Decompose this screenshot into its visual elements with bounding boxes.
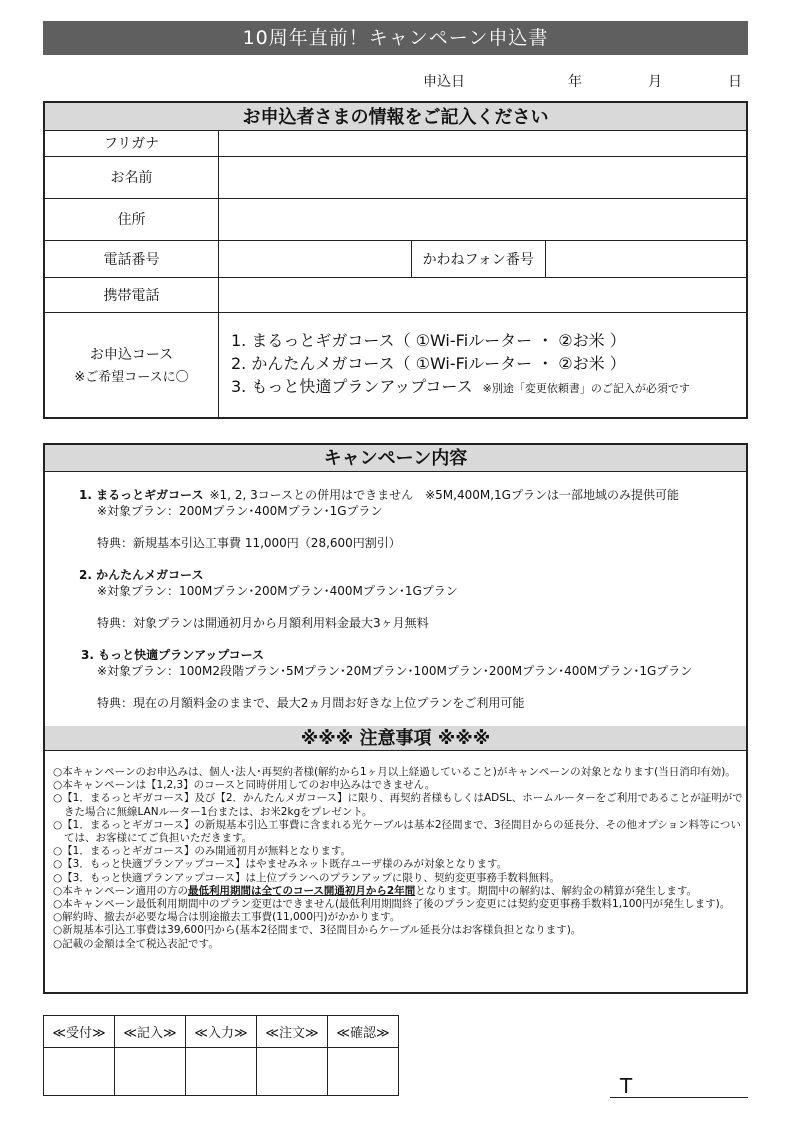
note-item: ○【3．もっと快適プランアップコース】はやませみネット既存ユーザ様のみが対象となります。 [53, 858, 508, 871]
note-item: ○記載の金額は全て税込表記です。 [53, 937, 219, 950]
course-option-3-note: ※別途「変更依頼書」のご記入が必須です [482, 382, 690, 396]
application-date-label: 申込日 [423, 74, 465, 90]
phone-field[interactable] [218, 240, 411, 277]
phone-label: 電話番号 [44, 240, 218, 277]
course-option-3-text: 3. もっと快適プランアップコース [230, 377, 473, 397]
note-item [53, 885, 743, 898]
course-option-1[interactable] [231, 329, 746, 352]
campaign-item-2-benefit: 特典：対象プランは開通初月から月額利用料金最大3ヶ月無料 [97, 616, 429, 630]
course-option-2-text: 2. かんたんメガコース（ ①Wi-Fiルーター ・ ②お米 ） [230, 354, 626, 374]
note-item: ○【3．もっと快適プランアップコース】は上位プランへのプランアップに限り、契約変更事務手数料無料。 [53, 871, 560, 884]
course-label-sub: ※ご希望コースに〇 [74, 370, 189, 386]
stamp-cell-received[interactable] [44, 1048, 115, 1096]
campaign-item-1-title [79, 486, 679, 503]
stamp-header-received: ≪受付≫ [44, 1016, 115, 1048]
campaign-item-2-title: 2. かんたんメガコース [79, 568, 204, 582]
note-item: ○本キャンペーンは【1,2,3】のコースと同時併用してのお申込みはできません。 [53, 779, 436, 792]
notes-header: ※※※ 注意事項 ※※※ [45, 726, 746, 751]
notes-list [53, 766, 743, 951]
campaign-item-1-target: ※対象プラン：200Mプラン･400Mプラン･1Gプラン [97, 504, 383, 518]
date-day-label: 日 [728, 74, 742, 90]
note-item-pre: ○本キャンペーン適用の方の [53, 884, 188, 897]
note-item: ○本キャンペーン最低利用期間中のプラン変更はできません(最低利用期間終了後のプラン変更には契約変更事務手数料1,100円が発生します)。 [53, 898, 731, 911]
note-item: ○新規基本引込工事費は39,600円から(基本2径間まで、3径間目からケーブル延長分はお客様負担となります)。 [53, 924, 582, 937]
name-label: お名前 [44, 156, 218, 198]
note-item: ○【1．まるっとギガコース】及び【2．かんたんメガコース】に限り、再契約者様もしくはADSL、ホームルーターをご利用であることが証明ができた場合に無線LANルーター1台または、お米2kgをプレゼント。 [53, 792, 743, 818]
stamp-header-ordered: ≪注文≫ [257, 1016, 328, 1048]
stamp-header-entered: ≪記入≫ [115, 1016, 186, 1048]
date-year-label: 年 [568, 74, 582, 90]
applicant-info-table [43, 101, 748, 419]
note-item: ○【1．まるっとギガコース】のみ開通初月が無料となります。 [53, 845, 351, 858]
kawane-phone-field[interactable] [545, 240, 747, 277]
applicant-info-header: お申込者さまの情報をご記入ください [44, 102, 747, 130]
address-field[interactable] [218, 198, 747, 240]
stamp-cell-input[interactable] [186, 1048, 257, 1096]
campaign-item-1-benefit: 特典：新規基本引込工事費 11,000円（28,600円割引） [97, 536, 401, 550]
campaign-item-1-note: ※1, 2, 3コースとの併用はできません ※5M,400M,1Gプランは一部地域のみ提供可能 [209, 488, 679, 502]
course-option-1-text: 1. まるっとギガコース（ ①Wi-Fiルーター ・ ②お米 ） [230, 331, 626, 351]
address-label: 住所 [44, 198, 218, 240]
furigana-label: フリガナ [44, 130, 218, 156]
stamp-cell-entered[interactable] [115, 1048, 186, 1096]
campaign-item-3-title: 3. もっと快適プランアップコース [81, 648, 265, 662]
campaign-header: キャンペーン内容 [45, 445, 746, 472]
course-option-2[interactable] [231, 352, 746, 375]
mobile-field[interactable] [218, 277, 747, 312]
course-label [44, 312, 218, 418]
form-title: 10周年直前！キャンペーン申込書 [43, 21, 748, 55]
stamp-cell-ordered[interactable] [257, 1048, 328, 1096]
date-month-label: 月 [648, 74, 662, 90]
stamp-header-input: ≪入力≫ [186, 1016, 257, 1048]
note-item: ○本キャンペーンのお申込みは、個人･法人･再契約者様(解約から1ヶ月以上経過していること)がキャンペーンの対象となります(当日消印有効)。 [53, 766, 736, 778]
note-item: ○解約時、撤去が必要な場合は別途撤去工事費(11,000円)がかかります。 [53, 911, 401, 924]
campaign-item-3-benefit: 特典：現在の月額料金のままで、最大2ヵ月間お好きな上位プランをご利用可能 [97, 696, 525, 710]
mobile-label: 携帯電話 [44, 277, 218, 312]
campaign-item-1-name: 1. まるっとギガコース [79, 488, 204, 502]
course-option-3[interactable] [231, 375, 746, 400]
note-item-post: となります。期間中の解約は、解約金の精算が発生します。 [415, 884, 698, 897]
campaign-item-2-target: ※対象プラン：100Mプラン･200Mプラン･400Mプラン･1Gプラン [97, 584, 458, 598]
campaign-item-3-target: ※対象プラン：100M2段階プラン･5Mプラン･20Mプラン･100Mプラン･200Mプラン･400Mプラン･1Gプラン [97, 664, 693, 678]
name-field[interactable] [218, 156, 747, 198]
course-options [218, 312, 747, 418]
stamp-cell-confirmed[interactable] [328, 1048, 399, 1096]
course-label-text: お申込コース [89, 347, 174, 364]
t-mark: T [620, 1074, 633, 1098]
campaign-box [43, 443, 748, 994]
furigana-field[interactable] [218, 130, 747, 156]
note-item-emphasis: 最低利用期間は全てのコース開通初月から2年間 [187, 884, 416, 897]
stamp-header-confirmed: ≪確認≫ [328, 1016, 399, 1048]
note-item: ○【1．まるっとギガコース】の新規基本引込工事費に含まれる光ケーブルは基本2径間まで、3径間目からの延長分、その他オプション料等については、お客様にてご負担いただきます。 [53, 818, 741, 845]
kawane-phone-label: かわねフォン番号 [411, 240, 545, 277]
office-stamp-table [43, 1015, 399, 1096]
t-underline [610, 1097, 748, 1098]
